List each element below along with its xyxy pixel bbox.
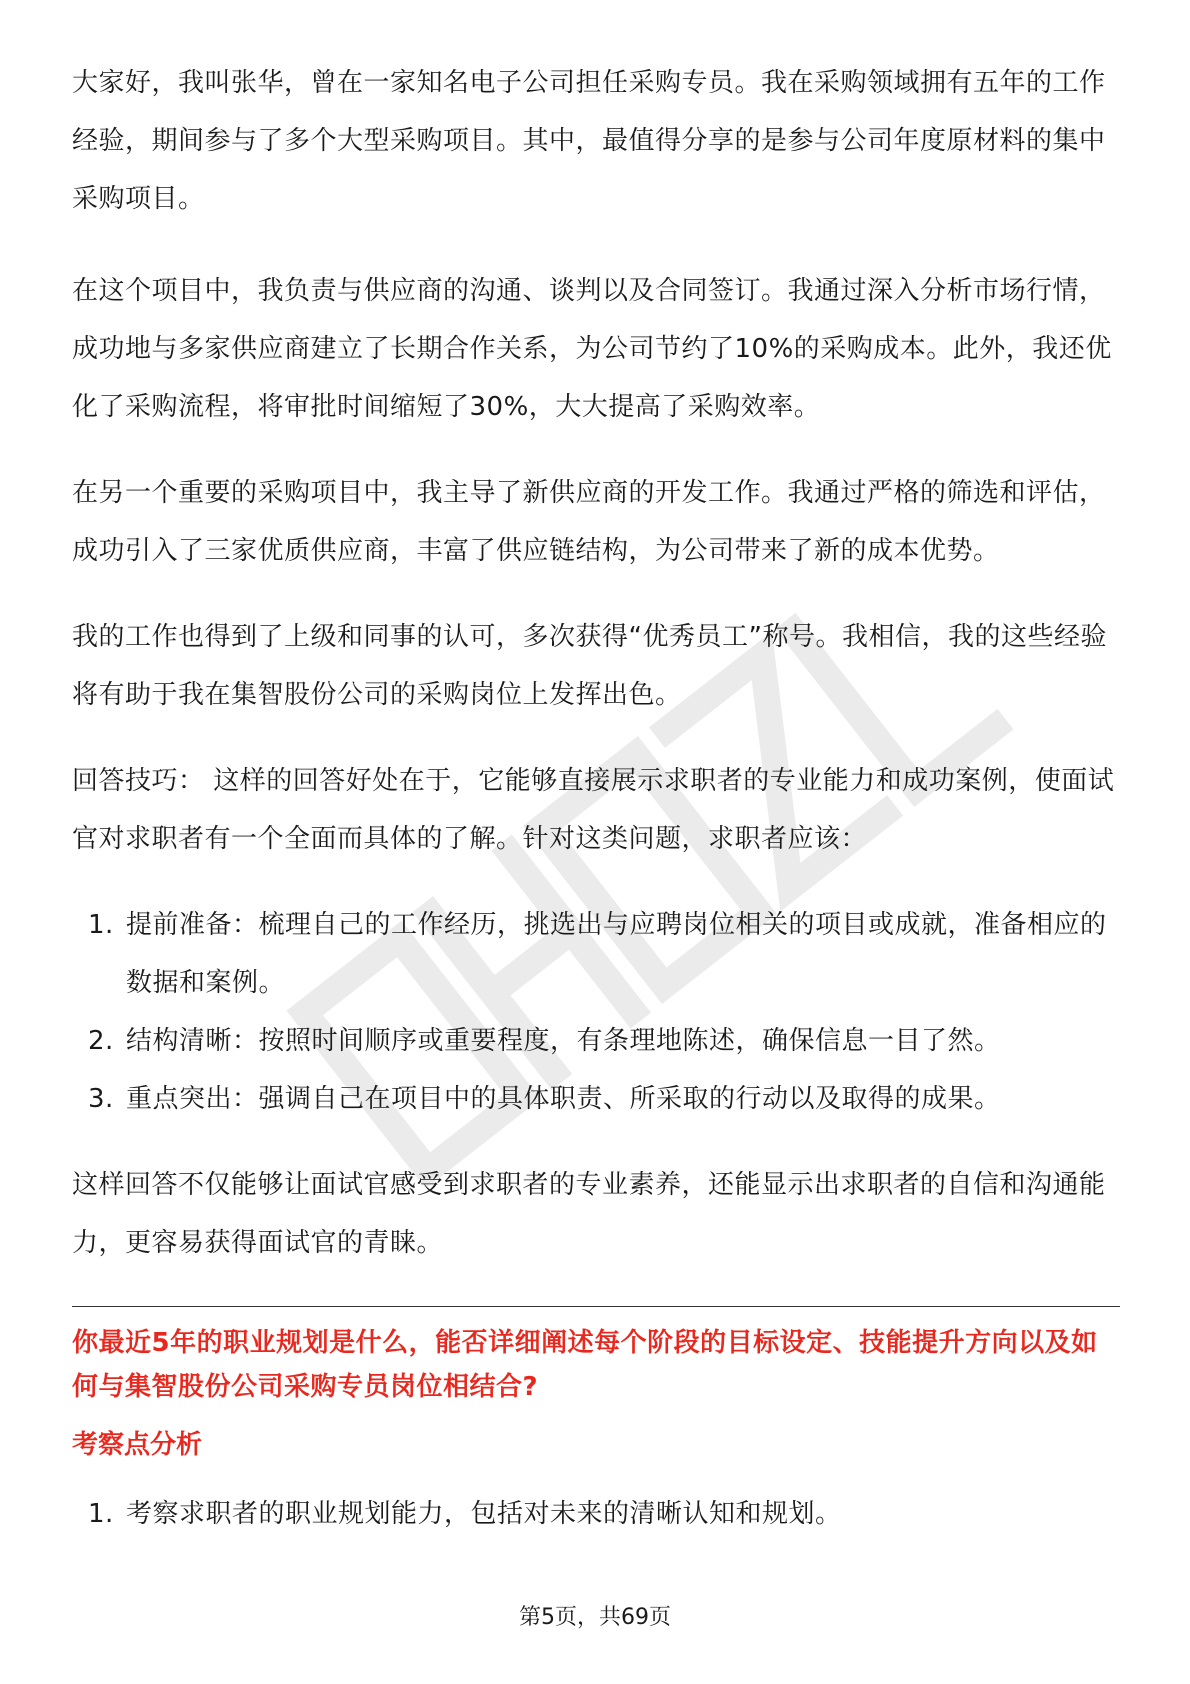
closing-paragraph: 这样回答不仅能够让面试官感受到求职者的专业素养，还能显示出求职者的自信和沟通能力，更容易获得面试官的青睐。 — [72, 1170, 1106, 1258]
answer-paragraph-1: 大家好，我叫张华，曾在一家知名电子公司担任采购专员。我在采购领域拥有五年的工作经验，期间参与了多个大型采购项目。其中，最值得分享的是参与公司年度原材料的集中采购项目。 — [72, 68, 1106, 214]
main-content — [72, 54, 1120, 1543]
list-item-text: 提前准备：梳理自己的工作经历，挑选出与应聘岗位相关的项目或成就，准备相应的数据和案例。 — [126, 910, 1107, 998]
list-item-number: 1. — [88, 1499, 114, 1529]
list-item-number: 1. — [88, 910, 114, 940]
list-item-text: 重点突出：强调自己在项目中的具体职责、所采取的行动以及取得的成果。 — [126, 1084, 1001, 1114]
list-item — [72, 896, 1120, 1012]
list-item-number: 2. — [88, 1026, 114, 1056]
question-title: 你最近5年的职业规划是什么，能否详细阐述每个阶段的目标设定、技能提升方向以及如何与集智股份公司采购专员岗位相结合? — [72, 1328, 1098, 1402]
section-divider — [72, 1306, 1120, 1307]
list-item — [72, 1485, 1120, 1543]
analysis-heading: 考察点分析 — [72, 1430, 203, 1460]
answer-paragraph-3: 在另一个重要的采购项目中，我主导了新供应商的开发工作。我通过严格的筛选和评估，成功引入了三家优质供应商，丰富了供应链结构，为公司带来了新的成本优势。 — [72, 478, 1106, 566]
analysis-list — [72, 1485, 1120, 1543]
list-item-number: 3. — [88, 1084, 114, 1114]
list-item-text: 考察求职者的职业规划能力，包括对未来的清晰认知和规划。 — [126, 1499, 842, 1529]
answer-paragraph-4: 我的工作也得到了上级和同事的认可，多次获得“优秀员工”称号。我相信，我的这些经验将有助于我在集智股份公司的采购岗位上发挥出色。 — [72, 622, 1107, 710]
page-number: 第5页，共69页 — [519, 1605, 671, 1630]
list-item — [72, 1070, 1120, 1128]
tips-list — [72, 896, 1120, 1128]
list-item — [72, 1012, 1120, 1070]
answer-paragraph-2: 在这个项目中，我负责与供应商的沟通、谈判以及合同签订。我通过深入分析市场行情，成功地与多家供应商建立了长期合作关系，为公司节约了10%的采购成本。此外，我还优化了采购流程，将审批时间缩短了30%，大大提高了采购效率。 — [72, 276, 1112, 422]
list-item-text: 结构清晰：按照时间顺序或重要程度，有条理地陈述，确保信息一目了然。 — [126, 1026, 1001, 1056]
answer-tips-intro: 回答技巧： 这样的回答好处在于，它能够直接展示求职者的专业能力和成功案例，使面试官对求职者有一个全面而具体的了解。针对这类问题，求职者应该： — [72, 766, 1115, 854]
